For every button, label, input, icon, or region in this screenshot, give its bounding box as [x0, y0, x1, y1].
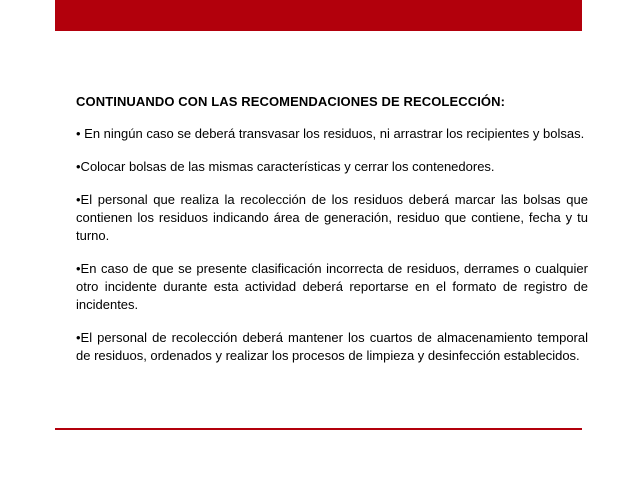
bottom-divider-line: [55, 428, 582, 430]
slide-heading: CONTINUANDO CON LAS RECOMENDACIONES DE RECOLECCIÓN:: [76, 94, 506, 109]
bullet-item-1: • En ningún caso se deberá transvasar los residuos, ni arrastrar los recipientes y bolsas.: [76, 126, 585, 141]
bullet-item-3: •El personal que realiza la recolección de los residuos deberá marcar las bolsas que contienen los residuos indicando área de generación, residuo que contiene, fecha y tu turno.: [76, 192, 588, 243]
top-accent-bar: [55, 0, 582, 31]
bullet-item-4: •En caso de que se presente clasificación incorrecta de residuos, derrames o cualquier otro incidente durante esta actividad deberá reportarse en el formato de registro de incidentes.: [76, 261, 588, 312]
slide-content: [76, 93, 588, 380]
bullet-item-2: •Colocar bolsas de las mismas características y cerrar los contenedores.: [76, 159, 495, 174]
bullet-item-5: •El personal de recolección deberá mantener los cuartos de almacenamiento temporal de residuos, ordenados y realizar los procesos de limpieza y desinfección establecidos.: [76, 330, 588, 363]
